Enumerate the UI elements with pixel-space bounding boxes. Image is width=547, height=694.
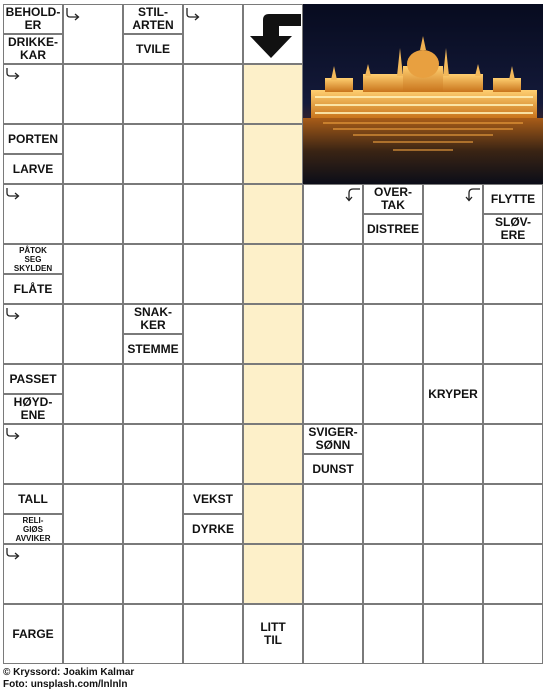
clue-cell: LITT TIL <box>243 604 303 664</box>
clue-cell: STEMME <box>123 334 183 364</box>
grid-cell[interactable] <box>183 424 243 484</box>
clue-cell: BEHOLD- ER <box>3 4 63 34</box>
highlighted-cell[interactable] <box>243 184 303 244</box>
grid-cell[interactable] <box>123 544 183 604</box>
bent-arrow-icon <box>465 185 483 203</box>
highlighted-cell[interactable] <box>243 484 303 544</box>
grid-cell[interactable] <box>423 604 483 664</box>
clue-cell: FLYTTE <box>483 184 543 214</box>
highlighted-cell[interactable] <box>243 544 303 604</box>
grid-cell[interactable] <box>123 244 183 304</box>
grid-cell[interactable] <box>123 604 183 664</box>
clue-cell: PÅTOK SEG SKYLDEN <box>3 244 63 274</box>
clue-cell: PORTEN <box>3 124 63 154</box>
grid-cell[interactable] <box>363 364 423 424</box>
bent-arrow-icon <box>5 66 23 84</box>
clue-cell: TALL <box>3 484 63 514</box>
grid-cell[interactable] <box>363 424 423 484</box>
highlighted-cell[interactable] <box>243 364 303 424</box>
clue-cell: FARGE <box>3 604 63 664</box>
grid-cell[interactable] <box>363 544 423 604</box>
grid-cell[interactable] <box>63 424 123 484</box>
grid-cell[interactable] <box>183 304 243 364</box>
grid-cell[interactable] <box>183 184 243 244</box>
clue-cell: STIL- ARTEN <box>123 4 183 34</box>
clue-cell: SVIGER- SØNN <box>303 424 363 454</box>
clue-cell: DISTREE <box>363 214 423 244</box>
clue-cell: SLØV- ERE <box>483 214 543 244</box>
grid-cell[interactable] <box>483 304 543 364</box>
grid-cell[interactable] <box>123 484 183 544</box>
bent-arrow-icon <box>64 6 82 24</box>
grid-cell[interactable] <box>63 124 123 184</box>
clue-cell: OVER- TAK <box>363 184 423 214</box>
clue-cell: FLÅTE <box>3 274 63 304</box>
grid-cell[interactable] <box>483 424 543 484</box>
grid-cell[interactable] <box>303 484 363 544</box>
grid-cell[interactable] <box>303 544 363 604</box>
photo-credit: Foto: unsplash.com/lnlnln <box>3 679 128 690</box>
clue-cell: VEKST <box>183 484 243 514</box>
grid-cell[interactable] <box>63 484 123 544</box>
grid-cell[interactable] <box>363 604 423 664</box>
crossword-grid <box>3 4 543 664</box>
grid-cell[interactable] <box>63 184 123 244</box>
grid-cell[interactable] <box>483 544 543 604</box>
clue-cell: RELI- GIØS AVVIKER <box>3 514 63 544</box>
grid-cell[interactable] <box>423 544 483 604</box>
bent-arrow-icon <box>5 306 23 324</box>
grid-cell[interactable] <box>123 364 183 424</box>
highlighted-cell[interactable] <box>243 64 303 124</box>
clue-cell: LARVE <box>3 154 63 184</box>
grid-cell[interactable] <box>363 484 423 544</box>
grid-cell[interactable] <box>123 184 183 244</box>
credits <box>3 667 134 691</box>
bent-arrow-icon <box>345 185 363 203</box>
clue-cell: SNAK- KER <box>123 304 183 334</box>
grid-cell[interactable] <box>183 364 243 424</box>
grid-cell[interactable] <box>363 244 423 304</box>
grid-cell[interactable] <box>423 304 483 364</box>
solution-arrow-icon <box>245 6 303 64</box>
bent-arrow-icon <box>184 6 202 24</box>
parliament-photo <box>303 4 543 184</box>
clue-cell: DRIKKE- KAR <box>3 34 63 64</box>
grid-cell[interactable] <box>63 64 123 124</box>
grid-cell[interactable] <box>63 604 123 664</box>
grid-cell[interactable] <box>423 244 483 304</box>
clue-cell: KRYPER <box>423 364 483 424</box>
grid-cell[interactable] <box>423 484 483 544</box>
bent-arrow-icon <box>5 546 23 564</box>
grid-cell[interactable] <box>303 364 363 424</box>
crossword-credit: © Kryssord: Joakim Kalmar <box>3 667 135 678</box>
highlighted-cell[interactable] <box>243 424 303 484</box>
grid-cell[interactable] <box>63 544 123 604</box>
clue-cell: DUNST <box>303 454 363 484</box>
grid-cell[interactable] <box>183 244 243 304</box>
bent-arrow-icon <box>5 426 23 444</box>
grid-cell[interactable] <box>183 124 243 184</box>
grid-cell[interactable] <box>123 64 183 124</box>
grid-cell[interactable] <box>483 244 543 304</box>
grid-cell[interactable] <box>183 544 243 604</box>
highlighted-cell[interactable] <box>243 244 303 304</box>
grid-cell[interactable] <box>363 304 423 364</box>
grid-cell[interactable] <box>483 604 543 664</box>
clue-cell: DYRKE <box>183 514 243 544</box>
grid-cell[interactable] <box>63 304 123 364</box>
clue-cell: TVILE <box>123 34 183 64</box>
grid-cell[interactable] <box>183 64 243 124</box>
highlighted-cell[interactable] <box>243 304 303 364</box>
bent-arrow-icon <box>5 186 23 204</box>
highlighted-cell[interactable] <box>243 124 303 184</box>
grid-cell[interactable] <box>423 424 483 484</box>
clue-cell: HØYD- ENE <box>3 394 63 424</box>
grid-cell[interactable] <box>483 364 543 424</box>
grid-cell[interactable] <box>303 604 363 664</box>
grid-cell[interactable] <box>303 304 363 364</box>
grid-cell[interactable] <box>483 484 543 544</box>
grid-cell[interactable] <box>63 364 123 424</box>
grid-cell[interactable] <box>123 424 183 484</box>
grid-cell[interactable] <box>183 604 243 664</box>
grid-cell[interactable] <box>63 244 123 304</box>
grid-cell[interactable] <box>303 244 363 304</box>
grid-cell[interactable] <box>123 124 183 184</box>
clue-cell: PASSET <box>3 364 63 394</box>
